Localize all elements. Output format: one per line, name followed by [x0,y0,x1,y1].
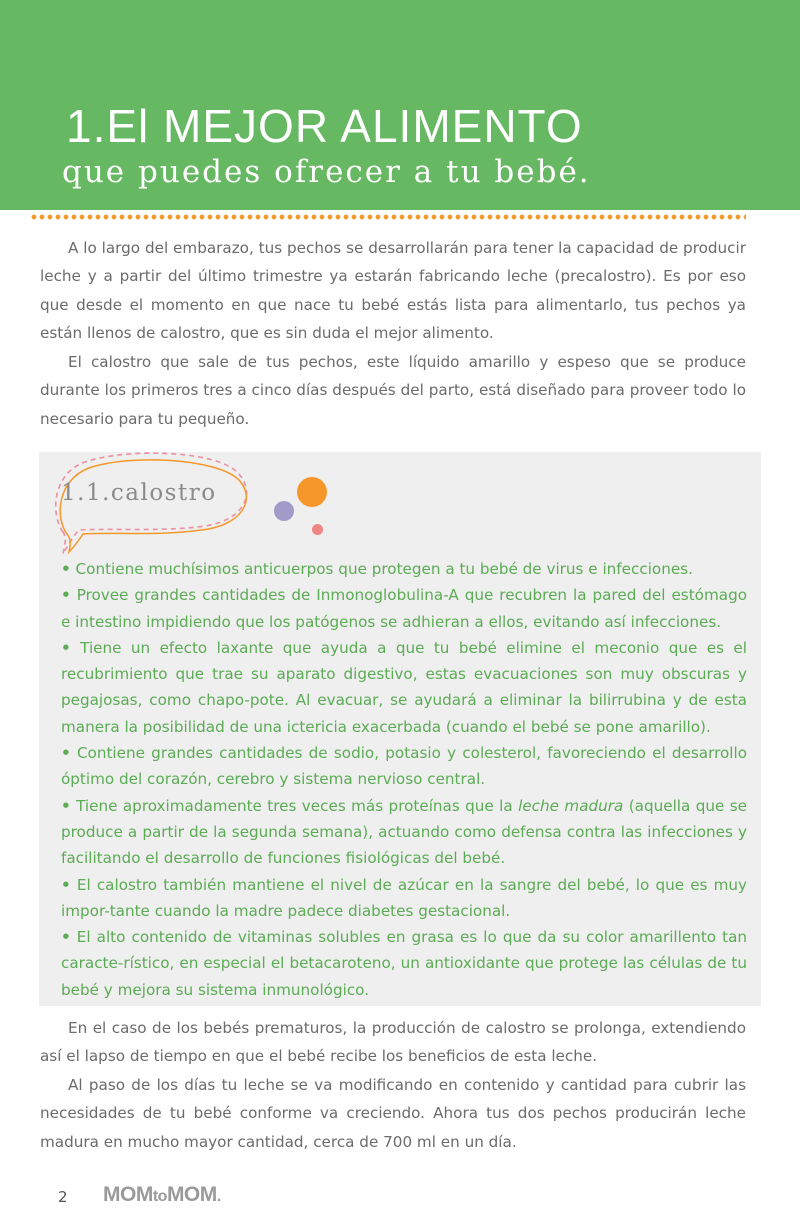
emphasis-text: leche madura [518,796,624,815]
dotted-divider [30,214,746,220]
list-item: • El calostro también mantiene el nivel de azúcar en la sangre del bebé, lo que es muy impor-tante cuando la madre padece diabetes gestacional. [61,875,747,920]
mom-to-mom-logo: MOMtoMOM. [103,1183,221,1206]
list-item: • Provee grandes cantidades de Inmonoglobulina-A que recubren la pared del estómago e intestino impidiendo que los patógenos se adhieran a ellos, evitando así infecciones. [61,586,748,631]
calostro-box [39,452,761,1006]
intro-paragraph-2: El calostro que sale de tus pechos, este líquido amarillo y espeso que se produce durante los primeros tres a cinco días después del parto, está diseñado para proveer todo lo necesario para tu pequeño. [40,353,746,428]
page-subtitle: que puedes ofrecer a tu bebé. [62,154,591,190]
page-title: 1.El MEJOR ALIMENTO [66,100,583,152]
page-number: 2 [58,1188,68,1206]
list-item: • Contiene muchísimos anticuerpos que protegen a tu bebé de virus e infecciones. [61,560,693,578]
pink-dot-icon [312,524,323,535]
closing-paragraph-2: Al paso de los días tu leche se va modificando en contenido y cantidad para cubrir las necesidades de tu bebé conforme va creciendo. Ahora tus dos pechos producirán leche madura en mucho mayor cantidad, cerca de 700 ml en un día. [40,1076,746,1151]
list-item: • Tiene un efecto laxante que ayuda a que tu bebé elimine el meconio que es el recubrimiento que trae su aparato digestivo, estas evacuaciones son muy obscuras y pegajosas, como chapo-pote. Al evacuar, se ayudará a eliminar la bilirrubina y de esta manera la posibilidad de una ictericia exacerbada (cuando el bebé se pone amarillo). [61,638,747,736]
orange-dot-icon [297,477,327,507]
intro-paragraph-1: A lo largo del embarazo, tus pechos se desarrollarán para tener la capacidad de producir leche y a partir del último trimestre ya estarán fabricando leche (precalostro). Es por eso que desde el momento en que nace tu bebé estás lista para alimentarlo, tus pechos ya están llenos de calostro, que es sin duda el mejor alimento. [40,239,746,343]
calostro-benefits-list [61,556,747,1003]
list-item: • Contiene grandes cantidades de sodio, potasio y colesterol, favoreciendo el desarrollo óptimo del corazón, cerebro y sistema nervioso central. [61,744,747,789]
section-title: 1.1.calostro [61,480,217,506]
list-item: • Tiene aproximadamente tres veces más proteínas que la leche madura (aquella que se produce a partir de la segunda semana), actuando como defensa contra las infecciones y facilitando el desarrollo de funciones fisiológicas del bebé. [61,796,747,868]
list-item: • El alto contenido de vitaminas solubles en grasa es lo que da su color amarillento tan caracte-rístico, en especial el betacaroteno, un antioxidante que protege las células de tu bebé y mejora su sistema inmunológico. [61,928,748,999]
header-banner [0,0,800,210]
purple-dot-icon [274,501,294,521]
closing-paragraph-1: En el caso de los bebés prematuros, la producción de calostro se prolonga, extendiendo así el lapso de tiempo en que el bebé recibe los beneficios de esta leche. [40,1019,746,1066]
